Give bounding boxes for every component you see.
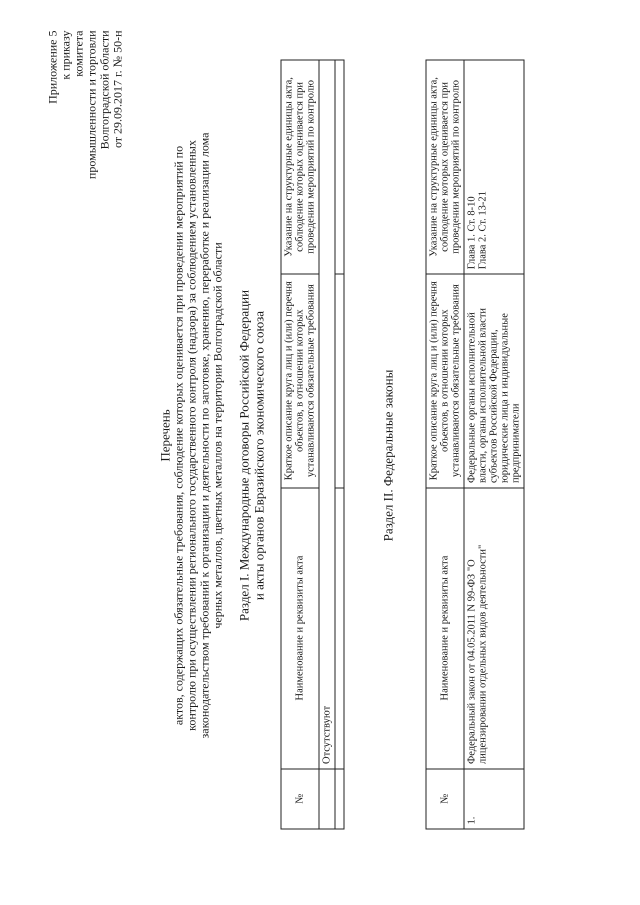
appendix-line: комитета bbox=[71, 30, 85, 77]
title-heading: Перечень bbox=[157, 408, 172, 462]
cell-empty bbox=[335, 273, 344, 487]
header-name: Наименование и реквизиты акта bbox=[426, 487, 464, 768]
appendix-line: к приказу bbox=[58, 30, 72, 80]
section-1-line: и акты органов Евразийского экономического союза bbox=[251, 310, 266, 600]
row-units-line: Глава 1. Ст. 8-10 bbox=[466, 195, 477, 269]
header-name: Наименование и реквизиты акта bbox=[281, 487, 319, 768]
cell-empty bbox=[335, 768, 344, 828]
table-row bbox=[464, 60, 524, 829]
header-scope: Краткое описание круга лиц и (или) перечня объектов, в отношении которых устанавливаются обязательные требования bbox=[426, 273, 464, 487]
row-name: Федеральный закон от 04.05.2011 N 99-ФЗ "О лицензировании отдельных видов деятельности" bbox=[464, 487, 524, 768]
table-row bbox=[319, 60, 335, 829]
cell-empty bbox=[319, 768, 335, 828]
row-num: 1. bbox=[464, 768, 524, 828]
section-1-table bbox=[280, 59, 344, 829]
header-num: № bbox=[426, 768, 464, 828]
row-scope: Федеральные органы исполнительной власти, органы исполнительной власти субъектов Российской Федерации, юридические лица и индивидуальные предприниматели bbox=[464, 273, 524, 487]
title-line: актов, содержащих обязательные требования, соблюдение которых оценивается при проведении мероприятий по bbox=[171, 145, 185, 725]
table-row bbox=[335, 60, 344, 829]
appendix-line: промышленности и торговли bbox=[84, 30, 98, 179]
row-units-line: Глава 2. Ст. 13-21 bbox=[477, 190, 488, 269]
row-units bbox=[464, 60, 524, 274]
header-scope: Краткое описание круга лиц и (или) перечня объектов, в отношении которых устанавливаются обязательные требования bbox=[281, 273, 319, 487]
header-num: № bbox=[281, 768, 319, 828]
cell-empty bbox=[335, 60, 344, 274]
absent-cell: Отсутствуют bbox=[319, 60, 335, 769]
section-2-heading: Раздел II. Федеральные законы bbox=[380, 369, 395, 541]
table-header-row bbox=[426, 60, 464, 829]
section-1-line: Раздел I. Международные договоры Российской Федерации bbox=[236, 289, 251, 621]
section-2-table bbox=[425, 59, 524, 829]
appendix-line: от 29.09.2017 г. № 50-н bbox=[110, 30, 124, 148]
appendix-line: Приложение 5 bbox=[45, 30, 59, 104]
cell-empty bbox=[335, 487, 344, 768]
appendix-header bbox=[46, 30, 124, 330]
table-header-row bbox=[281, 60, 319, 829]
title-line: контролю при осуществлении регионального государственного контроля (надзора) за соблюдением установленных bbox=[184, 139, 198, 731]
header-units: Указание на структурные единицы акта, соблюдение которых оценивается при проведении мероприятий по контролю bbox=[426, 60, 464, 274]
title-line: законодательством требований к организации и деятельности по заготовке, хранению, переработке и реализации лома bbox=[197, 132, 211, 738]
document-title bbox=[158, 105, 224, 765]
appendix-line: Волгоградской области bbox=[97, 30, 111, 149]
header-units: Указание на структурные единицы акта, соблюдение которых оценивается при проведении мероприятий по контролю bbox=[281, 60, 319, 274]
title-line: черных металлов, цветных металлов на территории Волгоградской области bbox=[210, 241, 224, 629]
section-1-heading bbox=[236, 185, 266, 725]
